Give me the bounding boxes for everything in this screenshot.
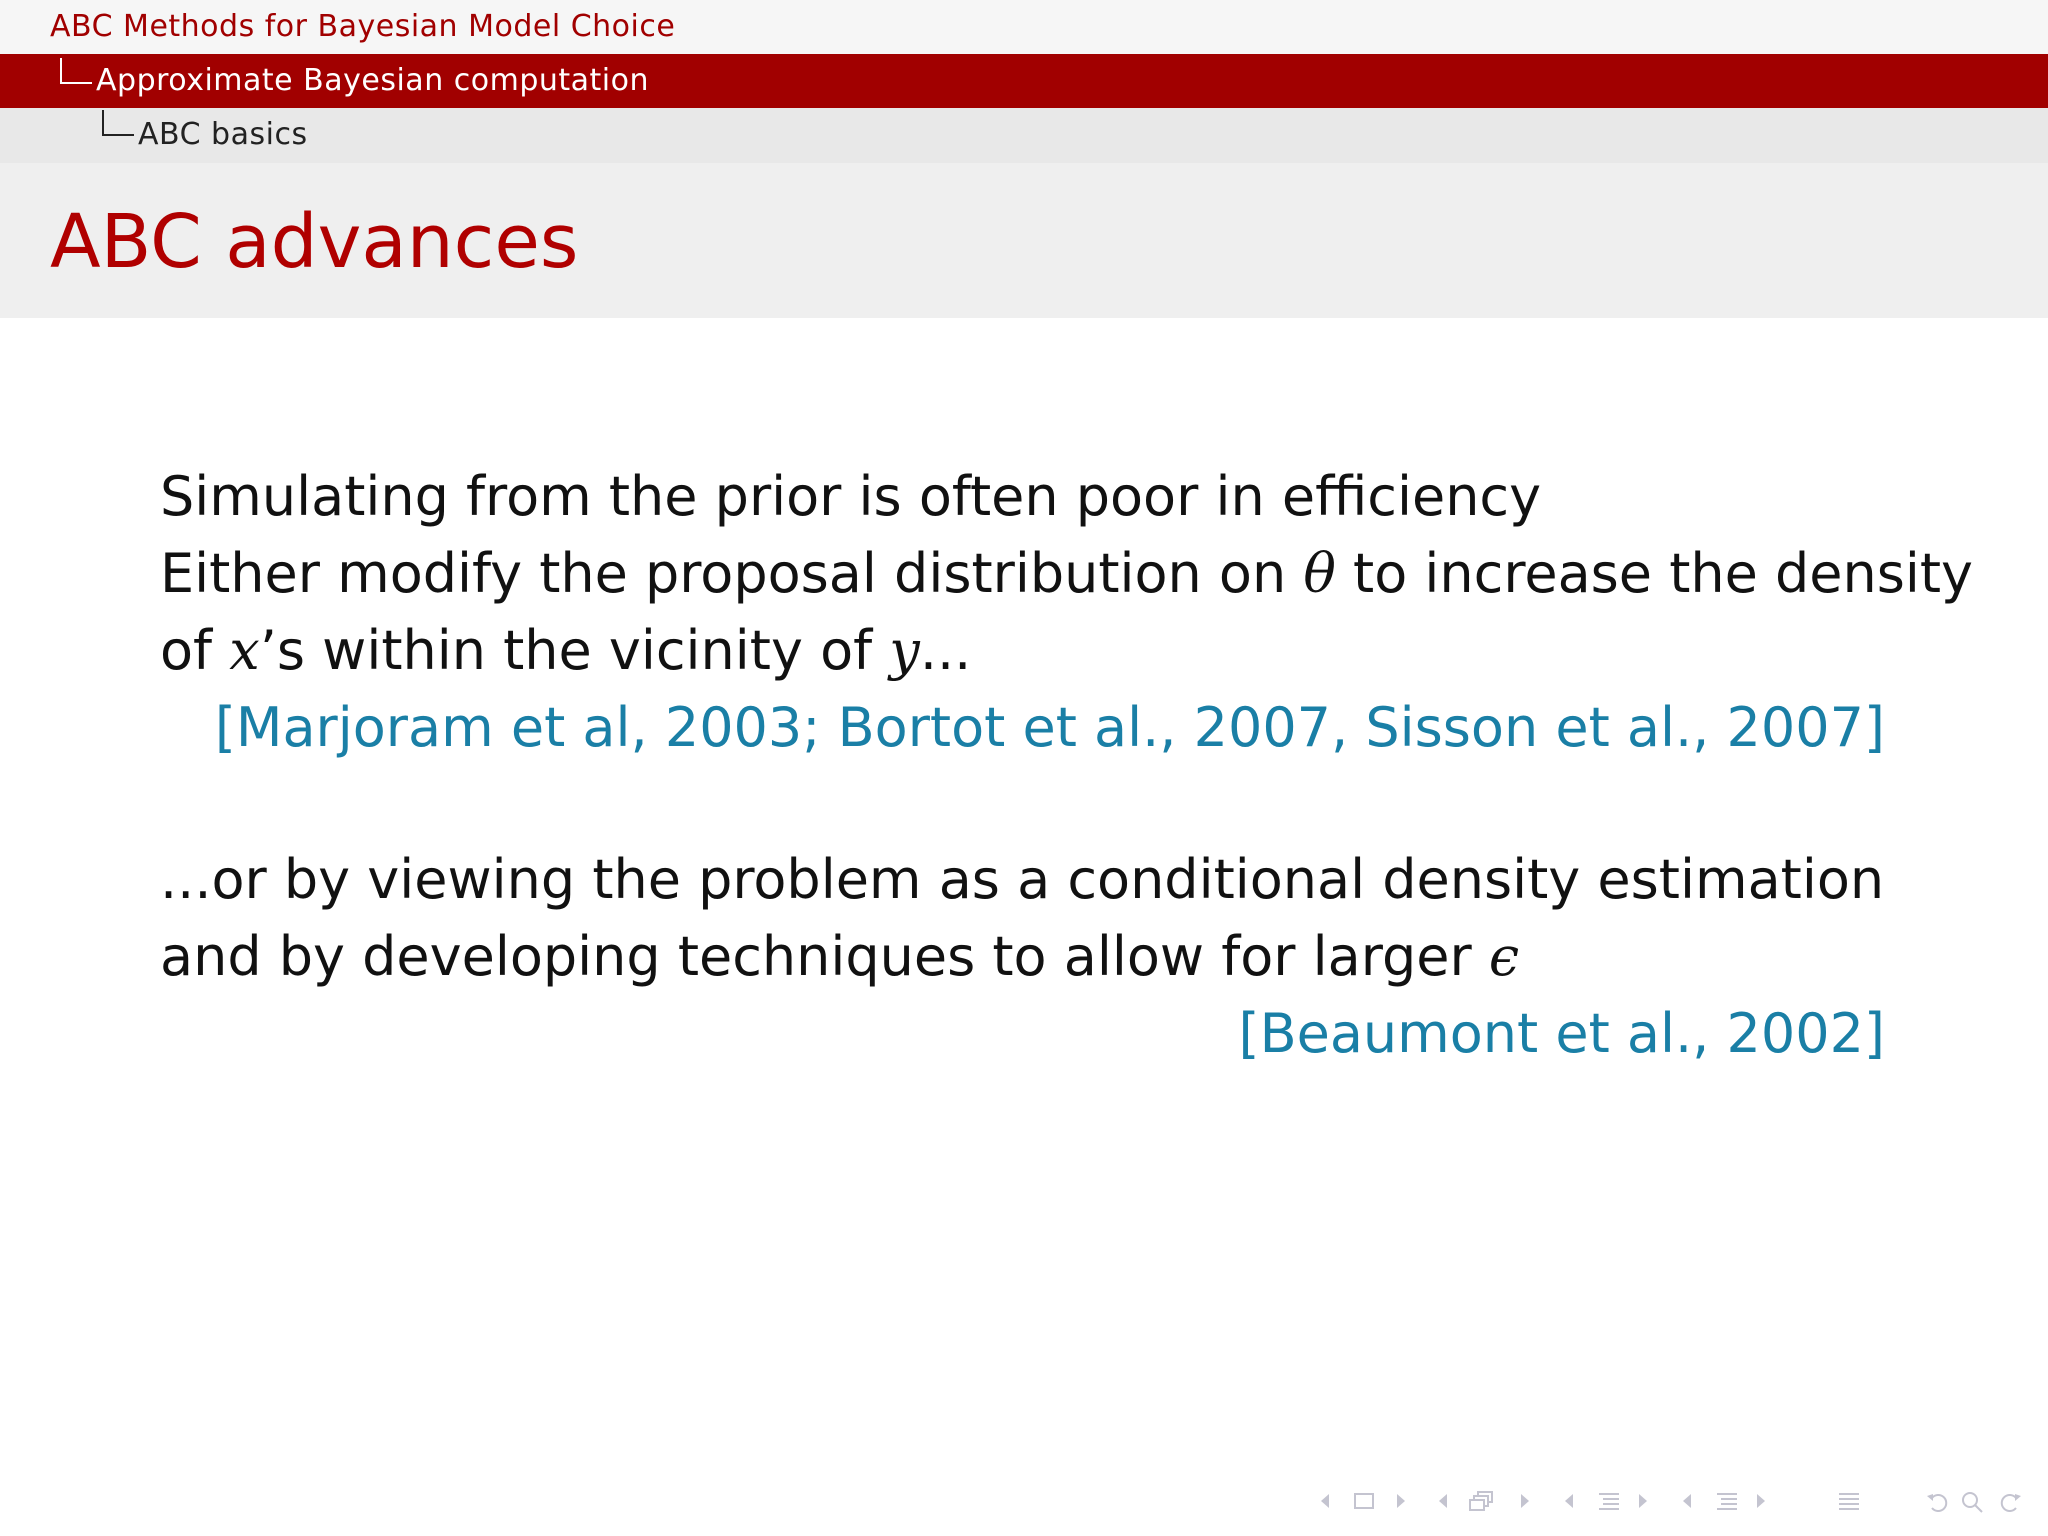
body-line-5: ...or by viewing the problem as a conditional density estimation xyxy=(160,848,1885,911)
math-epsilon: ϵ xyxy=(1488,925,1520,988)
math-x: x xyxy=(229,619,260,682)
nav-prev-icon[interactable] xyxy=(1680,1490,1694,1512)
breadcrumb-subsection[interactable]: ABC basics xyxy=(138,117,308,152)
nav-prev-icon[interactable] xyxy=(1318,1490,1332,1512)
slide-title: ABC advances xyxy=(50,199,579,285)
breadcrumb-connector-icon xyxy=(102,110,134,136)
nav-next-icon[interactable] xyxy=(1518,1490,1532,1512)
nav-next-icon[interactable] xyxy=(1636,1490,1650,1512)
frame-icon[interactable] xyxy=(1352,1490,1376,1512)
nav-next-icon[interactable] xyxy=(1394,1490,1408,1512)
nav-prev-icon[interactable] xyxy=(1436,1490,1450,1512)
citation-2[interactable]: [Beaumont et al., 2002] xyxy=(1238,1002,1885,1065)
body-text: ... xyxy=(919,619,972,682)
subsection-icon[interactable] xyxy=(1468,1490,1498,1514)
redo-icon[interactable] xyxy=(1994,1490,2024,1514)
undo-icon[interactable] xyxy=(1924,1490,1954,1514)
nav-next-icon[interactable] xyxy=(1754,1490,1768,1512)
body-text: and by developing techniques to allow for larger xyxy=(160,925,1489,988)
nav-prev-icon[interactable] xyxy=(1562,1490,1576,1512)
body-text: to increase the density xyxy=(1335,542,1973,605)
math-theta: θ xyxy=(1303,542,1336,605)
align-icon[interactable] xyxy=(1714,1490,1740,1514)
citation-1[interactable]: [Marjoram et al, 2003; Bortot et al., 2007, Sisson et al., 2007] xyxy=(214,696,1885,759)
math-y: y xyxy=(889,619,920,682)
section-icon[interactable] xyxy=(1596,1490,1622,1514)
body-text: of xyxy=(160,619,230,682)
breadcrumb-connector-icon xyxy=(60,58,92,84)
breadcrumb-presentation[interactable]: ABC Methods for Bayesian Model Choice xyxy=(50,9,676,44)
body-line-1: Simulating from the prior is often poor in efficiency xyxy=(160,465,1542,528)
body-text: Either modify the proposal distribution on xyxy=(160,542,1304,605)
body-line-6 xyxy=(160,925,1520,988)
body-text: ’s within the vicinity of xyxy=(259,619,890,682)
body-line-3 xyxy=(160,619,972,682)
align-icon[interactable] xyxy=(1836,1490,1862,1514)
search-icon[interactable] xyxy=(1958,1490,1988,1514)
body-line-2 xyxy=(160,542,1973,605)
breadcrumb-section[interactable]: Approximate Bayesian computation xyxy=(96,63,649,98)
